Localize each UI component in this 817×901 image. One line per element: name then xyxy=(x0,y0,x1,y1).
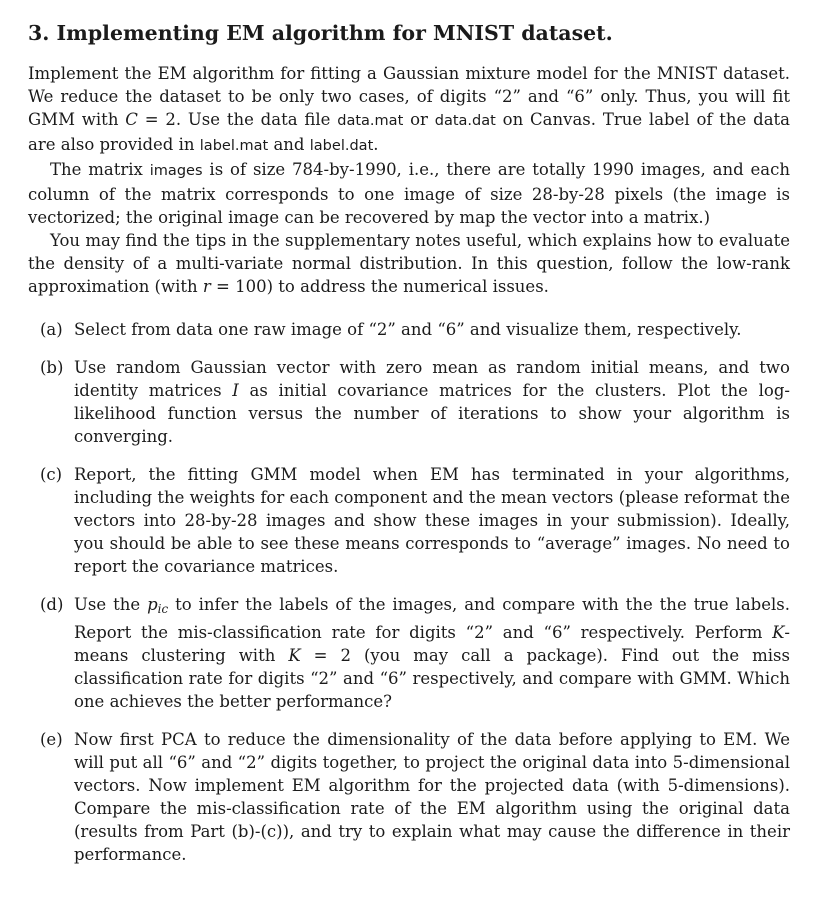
text-run: ic xyxy=(157,602,169,616)
item-text-c xyxy=(74,465,790,576)
text-run: . xyxy=(373,135,379,154)
text-run: Now first PCA to reduce the dimensionality of the data before applying to EM. We will put all “6” and “2” digits together, to project the original data into 5-dimensional vectors. Now implement EM algorithm for the projected data (with 5-dimensions). Compare the mis-classification rate of the EM algorithm using the original data (results from Part (b)-(c)), and try to explain what may cause the difference in their performance. xyxy=(74,730,790,864)
item-text-d xyxy=(74,595,790,711)
question-item-a xyxy=(28,318,790,341)
text-run: K xyxy=(772,623,785,642)
text-run: Select from data one raw image of “2” and “6” and visualize them, respectively. xyxy=(74,320,742,339)
text-run: You may find the tips in the supplementary notes useful, which explains how to evaluate the density of a multi-variate normal distribution. In this question, follow the low-rank approximation (with xyxy=(28,231,790,296)
question-item-b xyxy=(28,356,790,448)
question-item-d xyxy=(28,593,790,713)
item-text-a xyxy=(74,320,742,339)
text-run: Report, the fitting GMM model when EM has terminated in your algorithms, including the weights for each component and the mean vectors (please reformat the vectors into 28-by-28 images and show these images in your submission). Ideally, you should be able to see these means corresponds to “average” images. No need to report the covariance matrices. xyxy=(74,465,790,576)
item-label-c: (c) xyxy=(40,465,63,484)
section-title: 3. Implementing EM algorithm for MNIST dataset. xyxy=(28,21,613,45)
item-label-b: (b) xyxy=(40,358,64,377)
paragraph-matrix-description xyxy=(28,158,790,229)
text-run: Implement the EM algorithm for fitting a Gaussian mixture model for the MNIST dataset. We reduce the dataset to be only two cases, of digits “2” and “6” only. Thus, you will fit GMM with xyxy=(28,64,790,129)
question-item-e xyxy=(28,728,790,866)
text-run: = 2. Use the data file xyxy=(137,110,338,129)
text-run: p xyxy=(147,595,158,614)
text-run: images xyxy=(149,163,203,179)
text-run: K xyxy=(288,646,301,665)
text-run: -means clustering with xyxy=(74,623,790,665)
text-run: label.dat xyxy=(309,138,374,154)
text-run: and xyxy=(268,135,310,154)
text-run: data.mat xyxy=(337,113,404,129)
text-run: C xyxy=(125,110,138,129)
item-label-d: (d) xyxy=(40,595,64,614)
text-run: = 100) to address the numerical issues. xyxy=(210,277,549,296)
item-label-a: (a) xyxy=(40,320,63,339)
paragraph-tips xyxy=(28,229,790,298)
text-run: Use the xyxy=(74,595,148,614)
item-text-e xyxy=(74,730,790,864)
text-run: Use random Gaussian vector with zero mean as random initial means, and two identity matrices xyxy=(74,358,790,400)
text-run: is of size 784-by-1990, i.e., there are totally 1990 images, and each column of the matrix corresponds to one image of size 28-by-28 pixels (the image is vectorized; the original image can be recovered by map the vector into a matrix.) xyxy=(28,160,790,227)
text-run: r xyxy=(202,277,211,296)
text-run: data.dat xyxy=(434,113,496,129)
text-run: or xyxy=(403,110,435,129)
question-item-c xyxy=(28,463,790,578)
paragraph-intro xyxy=(28,62,790,158)
question-item-list xyxy=(28,318,790,866)
text-run: to infer the labels of the images, and compare with the the true labels. Report the mis-classification rate for digits “2” and “6” respectively. Perform xyxy=(74,595,790,642)
text-run: as initial covariance matrices for the clusters. Plot the log-likelihood function versus the number of iterations to show your algorithm is converging. xyxy=(74,381,790,446)
text-run: label.mat xyxy=(199,138,269,154)
text-run: = 2 (you may call a package). Find out the miss classification rate for digits “2” and “6” respectively, and compare with GMM. Which one achieves the better performance? xyxy=(74,646,790,711)
text-run: I xyxy=(232,381,239,400)
text-run: on Canvas. True label of the data are also provided in xyxy=(28,110,791,154)
item-label-e: (e) xyxy=(40,730,63,749)
text-run: The matrix xyxy=(50,160,150,179)
item-text-b xyxy=(74,358,790,446)
